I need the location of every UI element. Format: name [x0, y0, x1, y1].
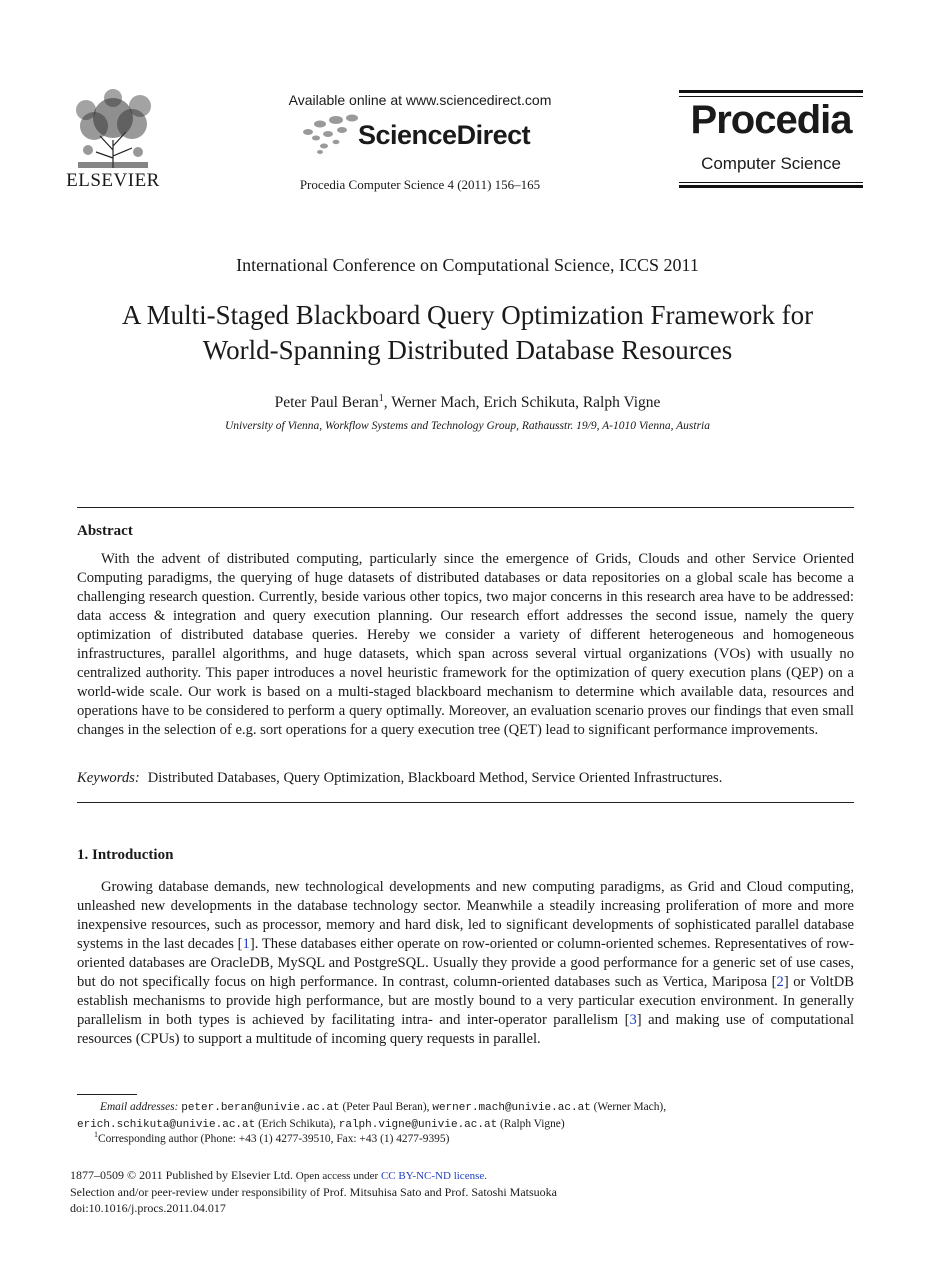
open-access-text: Open access under: [293, 1170, 381, 1182]
email-beran[interactable]: peter.beran@univie.ac.at: [181, 1102, 340, 1114]
procedia-bottom-rule-thin: [679, 182, 863, 183]
email-name-3: (Erich Schikuta),: [255, 1118, 339, 1130]
intro-text-part-2: ]. These databases either operate on row-oriented or column-oriented schemes. Representatives of row-oriented databases are OracleDB, MySQL and PostgreSQL. Usually they provide a good performance for a generic set of use cases, but do not specifically focus on high performance. In contrast, column-oriented databases such as Vertica, Mariposa [: [77, 936, 854, 990]
abstract-body: With the advent of distributed computing, particularly since the emergence of Grids, Clouds and other Service Oriented Computing paradigms, the querying of huge datasets of distributed databases or data repositories on a global scale has become a challenging research question. Currently, beside various other topics, two major concerns in this research area have to be addressed: data access & integration and query execution planning. Our research effort addresses the second issue, namely the query optimization of distributed database queries. Hereby we consider a variety of different heterogeneous and homogeneous infrastructures, parallel algorithms, and huge datasets, which span across several virtual organizations (VOs) with usually no centralized authority. This paper introduces a novel heuristic framework for the optimization of query execution plans (QEP) on a world-wide scale. Our work is based on a multi-staged blackboard mechanism to determine which available data, resources and operations have to be considered to perform a query optimally. Moreover, an evaluation scenario proves our findings that even small changes in the selection of e.g. sort operations for a query execution tree (QET) lead to significant performance improvements.: [77, 551, 854, 738]
copyright-line: [70, 1168, 487, 1183]
license-link[interactable]: CC BY-NC-ND license.: [380, 1170, 487, 1182]
citation-link-2[interactable]: 2: [776, 974, 784, 990]
procedia-bottom-rule: [679, 185, 863, 188]
email-mach[interactable]: werner.mach@univie.ac.at: [432, 1102, 591, 1114]
corresponding-text: Corresponding author (Phone: +43 (1) 4277-39510, Fax: +43 (1) 4277-9395): [98, 1132, 450, 1145]
intro-text-part-1: Growing database demands, new technological developments and new computing paradigms, as Grid and Cloud computing, unleashed new developments in the database technology sector. Meanwhile a steadily increasing proliferation of more and more inexpensive resources, such as processor, memory and hard disk, led to significant developments of sophisticated parallel database systems in the last decades [: [77, 879, 854, 952]
procedia-top-rule-thin: [679, 96, 863, 97]
footnote-rule: [77, 1094, 137, 1095]
available-online-text: Available online at www.sciencedirect.com: [288, 92, 552, 108]
section-heading-introduction: 1. Introduction: [77, 847, 174, 863]
procedia-wordmark: Procedia: [690, 98, 852, 142]
keywords-label: Keywords:: [77, 770, 140, 786]
copyright-text: 1877–0509 © 2011 Published by Elsevier Ltd.: [70, 1168, 293, 1182]
paper-title: [60, 298, 875, 368]
procedia-top-rule: [679, 90, 863, 93]
introduction-paragraph: [77, 878, 854, 1049]
author-list: [0, 393, 935, 412]
email-schikuta[interactable]: erich.schikuta@univie.ac.at: [77, 1119, 256, 1131]
peer-review-note: Selection and/or peer-review under responsibility of Prof. Mitsuhisa Sato and Prof. Satoshi Matsuoka: [70, 1185, 558, 1199]
email-name-2: (Werner Mach),: [590, 1101, 667, 1113]
citation-link-1[interactable]: 1: [242, 936, 250, 952]
author-footnote-mark[interactable]: 1: [378, 393, 384, 404]
footnote-corresponding: [77, 1130, 854, 1145]
email-label: Email addresses:: [100, 1101, 179, 1113]
other-authors: , Werner Mach, Erich Schikuta, Ralph Vigne: [383, 394, 661, 412]
first-author: Peter Paul Beran: [274, 394, 379, 412]
title-line-2: World-Spanning Distributed Database Resources: [202, 335, 733, 365]
email-vigne[interactable]: ralph.vigne@univie.ac.at: [338, 1119, 498, 1131]
procedia-subtitle: Computer Science: [701, 154, 841, 173]
divider-top: [77, 507, 854, 508]
publisher-name: ELSEVIER: [66, 170, 160, 191]
footnote-emails: [77, 1099, 854, 1133]
keywords-list: Distributed Databases, Query Optimization, Blackboard Method, Service Oriented Infrastructures.: [147, 770, 723, 786]
intro-text-part-3: ] or VoltDB establish mechanisms to provide high performance, but are mostly bound to a very particular execution environment. In generally parallelism in both types is achieved by facilitating intra- and inter-operator parallelism [: [77, 974, 855, 1028]
sciencedirect-wordmark: ScienceDirect: [358, 120, 531, 150]
conference-name: International Conference on Computational Science, ICCS 2011: [236, 255, 699, 275]
corresponding-mark: 1: [94, 1130, 98, 1139]
email-name-1: (Peter Paul Beran),: [339, 1101, 433, 1113]
doi-link[interactable]: doi:10.1016/j.procs.2011.04.017: [70, 1201, 226, 1215]
title-line-1: A Multi-Staged Blackboard Query Optimization Framework for: [121, 300, 814, 330]
abstract-heading: Abstract: [77, 523, 133, 539]
procedia-logo: [679, 90, 863, 190]
keywords: [77, 770, 854, 787]
affiliation: University of Vienna, Workflow Systems and Technology Group, Rathausstr. 19/9, A-1010 Vienna, Austria: [224, 420, 710, 432]
email-name-4: (Ralph Vigne): [497, 1118, 565, 1130]
journal-reference: Procedia Computer Science 4 (2011) 156–165: [299, 177, 541, 192]
citation-link-3[interactable]: 3: [629, 1012, 637, 1028]
intro-text-part-4: ] and making use of computational resources (CPUs) to support a multitude of incoming query requests in parallel.: [77, 1012, 854, 1047]
divider-bottom: [77, 802, 854, 803]
